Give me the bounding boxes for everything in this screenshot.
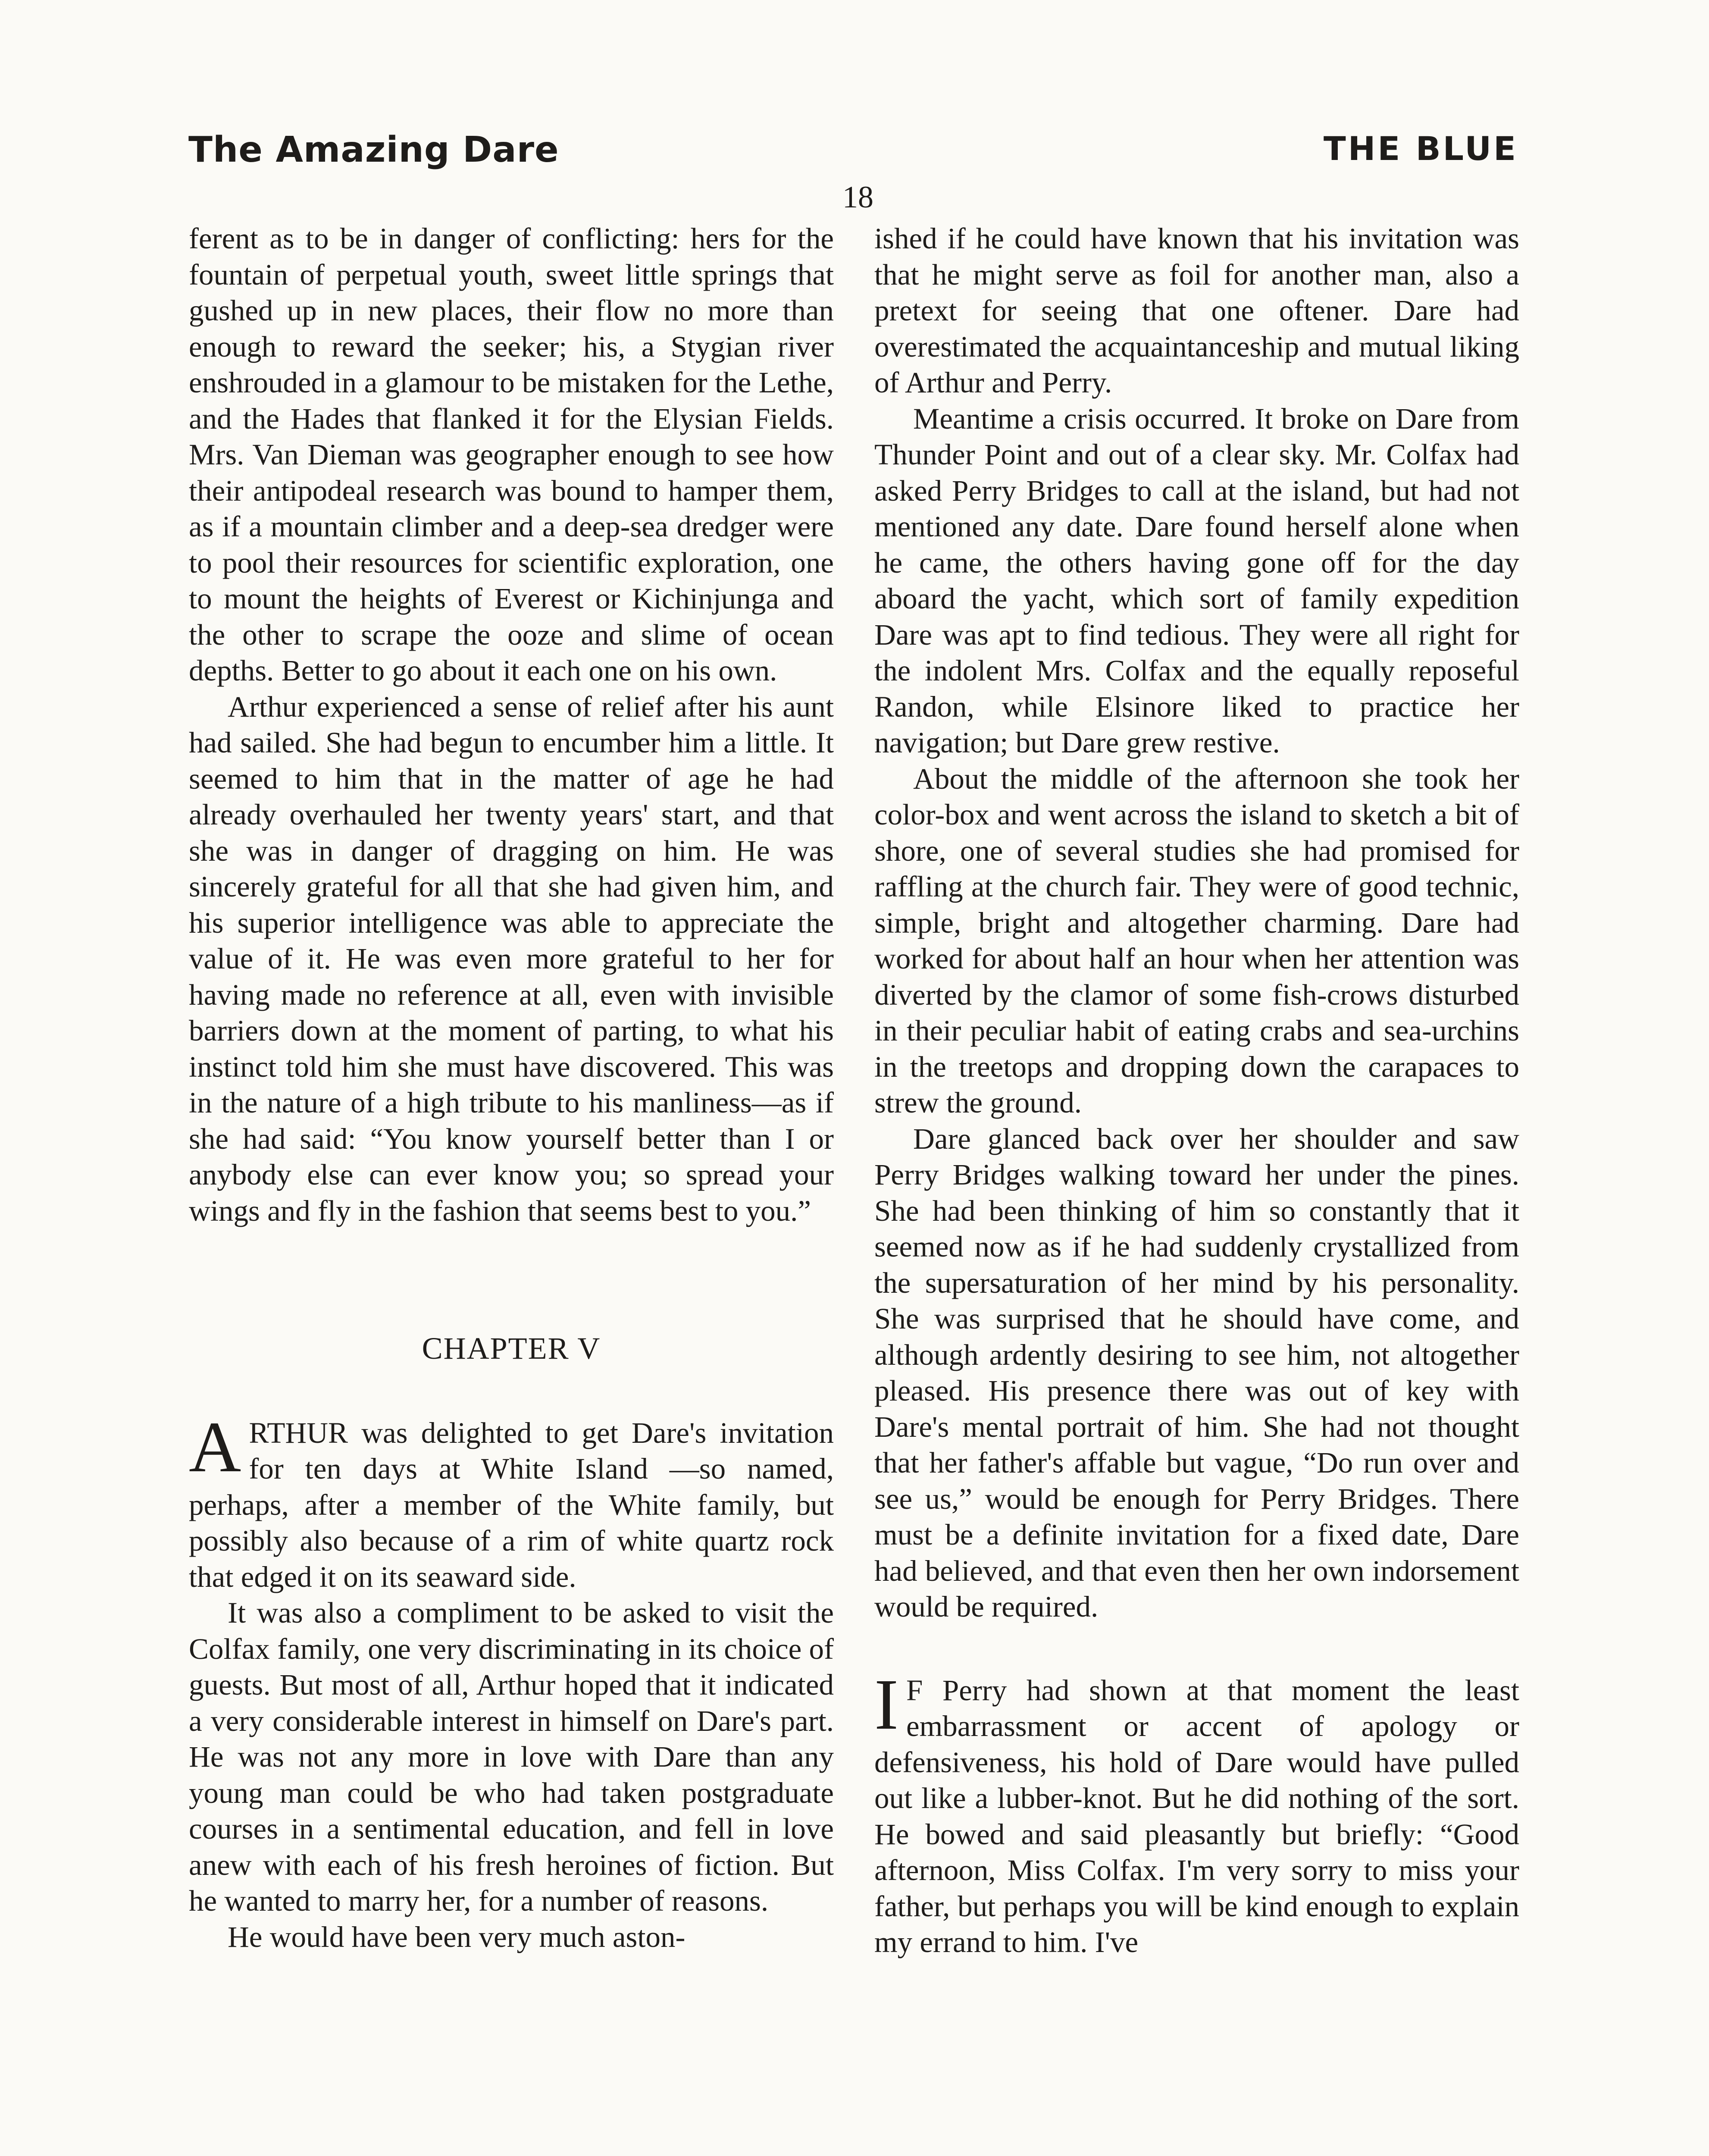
drop-cap: A bbox=[189, 1407, 241, 1487]
paragraph: ferent as to be in danger of conflicting: hers for the fountain of perpetual youth, sweet little springs that gushed up in new places, their flow no more than enough to reward the seeker; his, a Stygian river enshrouded in a glamour to be mistaken for the Lethe, and the Hades that flanked it for the Elysian Fields. Mrs. Van Dieman was geographer enough to see how their antipodeal research was bound to hamper them, as if a mountain climber and a deep-sea dredger were to pool their resources for scientific exploration, one to mount the heights of Everest or Kichinjunga and the other to scrape the ooze and slime of ocean depths. Better to go about it each one on his own. bbox=[189, 222, 834, 687]
paragraph: Arthur experienced a sense of relief after his aunt had sailed. She had begun to encumber him a little. It seemed to him that in the matter of age he had already overhauled her twenty years' start, and that she was in danger of dragging on him. He was sincerely grateful for all that she had given him, and his superior intelligence was able to appreciate the value of it. He was even more grateful to her for having made no reference at all, even with invisible barriers down at the moment of parting, to what his instinct told him she must have discovered. This was in the nature of a high tribute to his manliness—as if she had said: “You know yourself better than I or anybody else can ever know you; so spread your wings and fly in the fashion that seems best to you.” bbox=[189, 690, 834, 1227]
running-title: The Amazing Dare bbox=[188, 129, 559, 170]
paragraph-text: RTHUR was delighted to get Dare's invitation for ten days at White Island —so named, perhaps, after a member of the White family, but possibly also because of a rim of white quartz rock that edged it on its seaward side. bbox=[189, 1416, 834, 1593]
left-column bbox=[189, 221, 834, 1955]
magazine-title: THE BLUE bbox=[1323, 129, 1518, 168]
right-column bbox=[874, 221, 1519, 1961]
chapter-heading: CHAPTER V bbox=[422, 1331, 601, 1366]
paragraph: Meantime a crisis occurred. It broke on Dare from Thunder Point and out of a clear sky. Mr. Colfax had asked Perry Bridges to call at the island, but had not mentioned any date. Dare found herself alone when he came, the others having gone off for the day aboard the yacht, which sort of family expedition Dare was apt to find tedious. They were all right for the indolent Mrs. Colfax and the equally reposeful Randon, while Elsinore liked to practice her navigation; but Dare grew restive. bbox=[874, 402, 1519, 759]
paragraph: Dare glanced back over her shoulder and saw Perry Bridges walking toward her under the pines. She had been thinking of him so constantly that it seemed now as if he had suddenly crystallized from the supersaturation of her mind by his personality. She was surprised that he should have come, and although ardently desiring to see him, not altogether pleased. His presence there was out of key with Dare's mental portrait of him. She had not thought that her father's affable but vague, “Do run over and see us,” would be enough for Perry Bridges. There must be a definite invitation for a fixed date, Dare had believed, and that even then her own indorsement would be required. bbox=[874, 1122, 1519, 1623]
paragraph: It was also a compliment to be asked to visit the Colfax family, one very discriminating in its choice of guests. But most of all, Arthur hoped that it indicated a very considerable interest in himself on Dare's part. He was not any more in love with Dare than any young man could be who had taken postgraduate courses in a sentimental education, and fell in love anew with each of his fresh heroines of fiction. But he wanted to marry her, for a number of reasons. bbox=[189, 1596, 834, 1917]
page-number: 18 bbox=[842, 180, 873, 214]
paragraph-text: F Perry had shown at that moment the least embarrassment or accent of apology or defensiveness, his hold of Dare would have pulled out like a lubber-knot. But he did nothing of the sort. He bowed and said pleasantly but briefly: “Good afternoon, Miss Colfax. I'm very sorry to miss your father, but perhaps you will be kind enough to explain my errand to him. I've bbox=[874, 1673, 1519, 1959]
paragraph-with-dropcap bbox=[874, 1664, 1519, 1961]
paragraph: About the middle of the afternoon she took her color-box and went across the island to sketch a bit of shore, one of several studies she had promised for raffling at the church fair. They were of good technic, simple, bright and altogether charming. Dare had worked for about half an hour when her attention was diverted by the clamor of some fish-crows disturbed in their peculiar habit of eating crabs and sea-urchins in the treetops and dropping down the carapaces to strew the ground. bbox=[874, 762, 1519, 1119]
drop-cap: I bbox=[874, 1664, 898, 1745]
paragraph: ished if he could have known that his invitation was that he might serve as foil for another man, also a pretext for seeing that one oftener. Dare had overestimated the acquaintanceship and mutual liking of Arthur and Perry. bbox=[874, 222, 1519, 399]
paragraph-with-dropcap bbox=[189, 1407, 834, 1595]
paragraph: He would have been very much aston- bbox=[228, 1920, 685, 1953]
